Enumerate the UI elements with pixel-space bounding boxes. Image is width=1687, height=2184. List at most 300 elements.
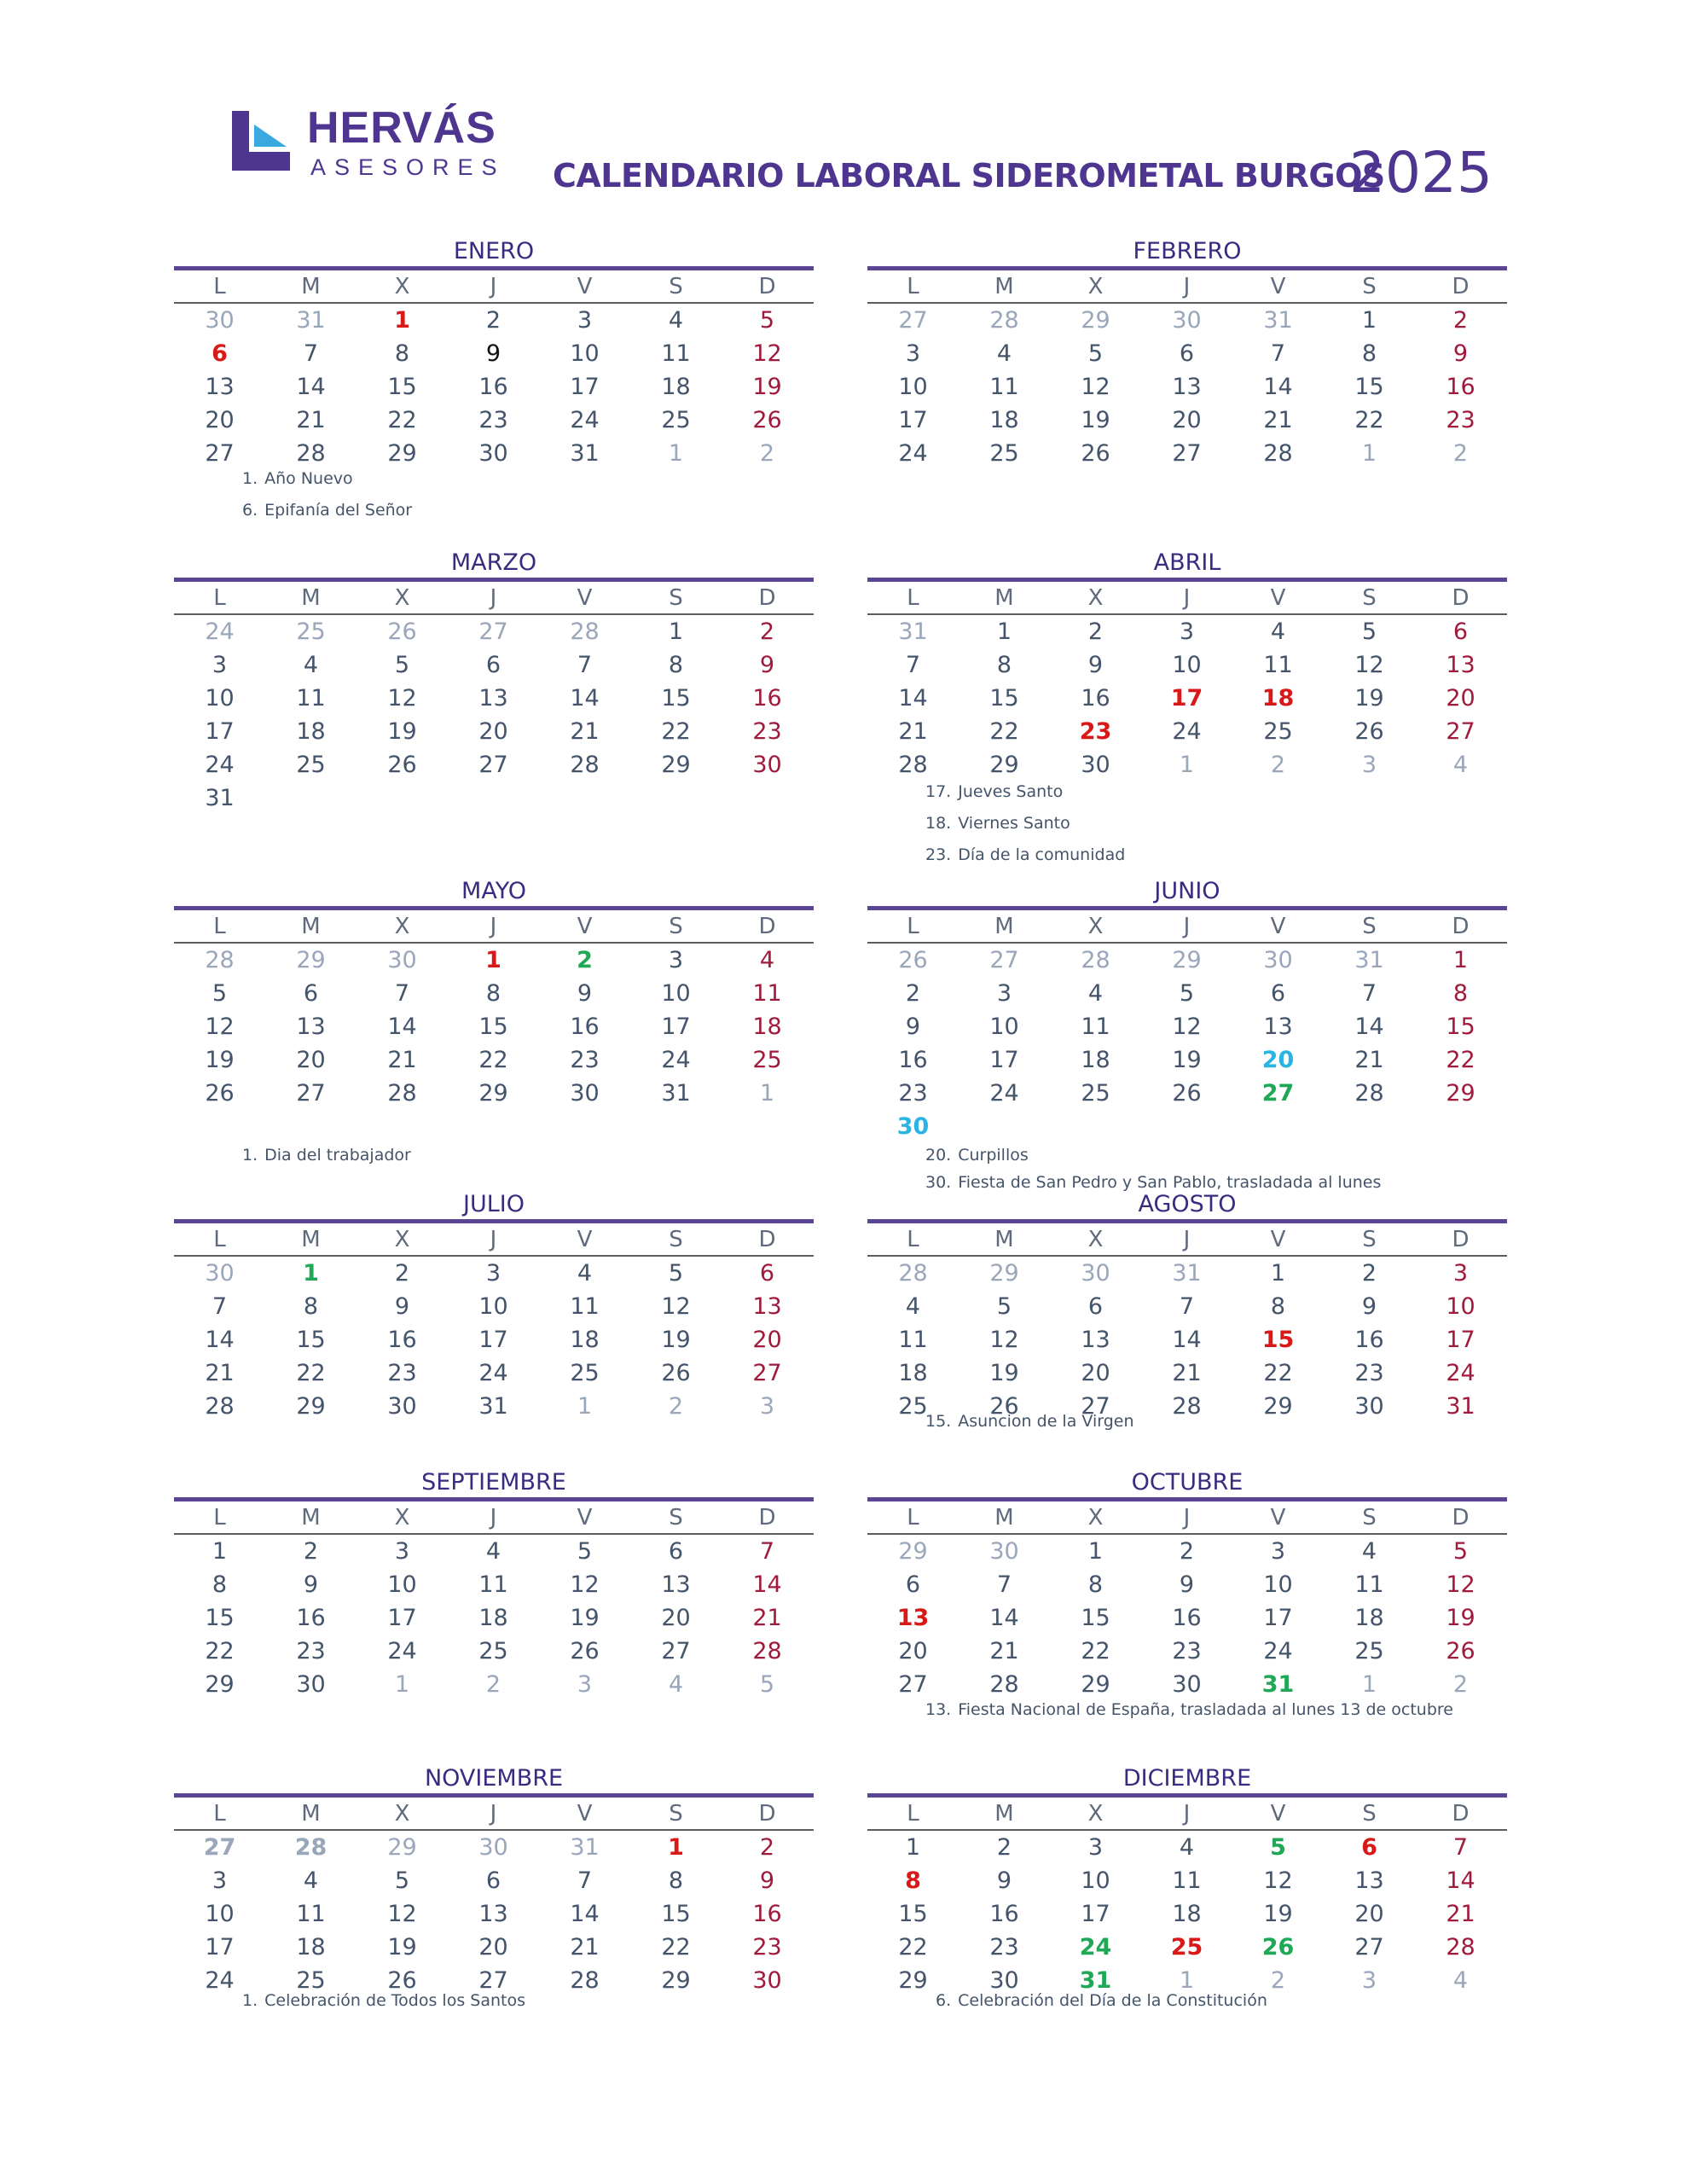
day-cell: 18 xyxy=(1081,1047,1110,1073)
day-cell: 4 xyxy=(668,307,684,334)
day-cell: 25 xyxy=(1081,1080,1110,1107)
day-cell: 4 xyxy=(1087,980,1104,1007)
day-cell: 2 xyxy=(1087,619,1104,645)
day-cell: 31 xyxy=(1446,1393,1475,1420)
day-cell: 25 xyxy=(989,440,1019,467)
day-cell: 28 xyxy=(898,752,928,778)
day-cell: 6 xyxy=(1361,1834,1377,1861)
day-cell: 29 xyxy=(989,1260,1019,1287)
day-cell: 22 xyxy=(205,1638,235,1664)
holiday-note-day: 30. xyxy=(925,1173,952,1192)
weekday-label: J xyxy=(1183,585,1191,611)
holiday-note-text: Viernes Santo xyxy=(958,814,1070,833)
day-cell: 9 xyxy=(1087,652,1104,678)
weekday-label: S xyxy=(669,585,683,611)
day-cell: 12 xyxy=(570,1571,600,1598)
day-cell: 17 xyxy=(205,718,235,745)
holiday-note-day: 23. xyxy=(925,845,952,864)
day-cell: 28 xyxy=(570,752,600,778)
day-cell: 2 xyxy=(759,440,775,467)
weekday-label: M xyxy=(994,1801,1014,1827)
day-cell: 18 xyxy=(752,1014,782,1040)
day-cell: 8 xyxy=(668,1867,684,1894)
day-cell: 6 xyxy=(759,1260,775,1287)
day-cell: 17 xyxy=(1263,1605,1293,1631)
day-cell: 26 xyxy=(1354,718,1384,745)
day-cell: 8 xyxy=(905,1867,921,1894)
day-cell: 30 xyxy=(478,1834,508,1861)
holiday-note-text: Asuncion de la Virgen xyxy=(958,1412,1134,1431)
weekday-label: M xyxy=(301,274,321,299)
day-cell: 17 xyxy=(205,1934,235,1960)
holiday-note-text: Dia del trabajador xyxy=(264,1146,411,1165)
day-cell: 28 xyxy=(570,619,600,645)
weekday-label: V xyxy=(1270,274,1286,299)
day-cell: 14 xyxy=(752,1571,782,1598)
day-cell: 3 xyxy=(996,980,1012,1007)
company-logo xyxy=(232,90,513,184)
day-cell: 31 xyxy=(1079,1967,1112,1994)
weekday-label: S xyxy=(669,274,683,299)
weekday-label: J xyxy=(490,1227,497,1252)
day-cell: 28 xyxy=(989,1671,1019,1698)
weekday-label: M xyxy=(994,1505,1014,1531)
day-cell: 3 xyxy=(1361,1967,1377,1994)
day-cell: 25 xyxy=(1170,1934,1203,1960)
day-cell: 27 xyxy=(752,1360,782,1386)
day-cell: 1 xyxy=(485,947,501,973)
day-cell: 1 xyxy=(303,1260,319,1287)
month-name: AGOSTO xyxy=(1138,1191,1237,1217)
day-cell: 14 xyxy=(1354,1014,1384,1040)
day-cell: 30 xyxy=(1081,1260,1110,1287)
day-cell: 28 xyxy=(1081,947,1110,973)
day-cell: 17 xyxy=(898,407,928,433)
weekday-label: D xyxy=(1452,274,1470,299)
day-cell: 31 xyxy=(296,307,326,334)
day-cell: 26 xyxy=(661,1360,691,1386)
day-cell: 21 xyxy=(898,718,928,745)
day-cell: 15 xyxy=(296,1327,326,1353)
month-name: MARZO xyxy=(450,549,537,576)
day-cell: 30 xyxy=(1081,752,1110,778)
day-cell: 29 xyxy=(989,752,1019,778)
day-cell: 16 xyxy=(478,374,508,400)
day-cell: 24 xyxy=(205,752,235,778)
day-cell: 15 xyxy=(661,685,691,712)
day-cell: 15 xyxy=(387,374,417,400)
day-cell: 21 xyxy=(1172,1360,1202,1386)
day-cell: 23 xyxy=(1446,407,1475,433)
holiday-note-day: 17. xyxy=(925,782,952,801)
weekday-label: L xyxy=(213,1505,226,1531)
day-cell: 24 xyxy=(1079,1934,1112,1960)
day-cell: 13 xyxy=(1263,1014,1293,1040)
day-cell: 24 xyxy=(898,440,928,467)
day-cell: 27 xyxy=(478,619,508,645)
holiday-note-day: 6. xyxy=(242,501,258,520)
day-cell: 24 xyxy=(989,1080,1019,1107)
day-cell: 31 xyxy=(478,1393,508,1420)
day-cell: 16 xyxy=(752,1901,782,1927)
day-cell: 10 xyxy=(478,1293,508,1320)
day-cell: 22 xyxy=(1263,1360,1293,1386)
day-cell: 12 xyxy=(989,1327,1019,1353)
day-cell: 13 xyxy=(752,1293,782,1320)
day-cell: 6 xyxy=(1179,340,1195,367)
day-cell: 21 xyxy=(989,1638,1019,1664)
day-cell: 17 xyxy=(989,1047,1019,1073)
day-cell: 26 xyxy=(570,1638,600,1664)
month-name: JUNIO xyxy=(1154,878,1220,904)
weekday-label: X xyxy=(394,1227,410,1252)
day-cell: 27 xyxy=(296,1080,326,1107)
weekday-label: M xyxy=(994,274,1014,299)
day-cell: 20 xyxy=(296,1047,326,1073)
day-cell: 12 xyxy=(1263,1867,1293,1894)
weekday-label: J xyxy=(490,1801,497,1827)
weekday-label: M xyxy=(301,585,321,611)
day-cell: 21 xyxy=(1263,407,1293,433)
day-cell: 10 xyxy=(661,980,691,1007)
day-cell: 19 xyxy=(205,1047,235,1073)
day-cell: 2 xyxy=(1361,1260,1377,1287)
weekday-label: X xyxy=(394,1505,410,1531)
day-cell: 1 xyxy=(1179,1967,1195,1994)
day-cell: 29 xyxy=(661,752,691,778)
day-cell: 15 xyxy=(205,1605,235,1631)
weekday-header-row xyxy=(174,1502,814,1535)
day-cell: 17 xyxy=(1081,1901,1110,1927)
day-cell: 26 xyxy=(1261,1934,1295,1960)
weekday-label: V xyxy=(1270,1227,1286,1252)
holiday-note xyxy=(925,1699,1453,1721)
day-cell: 9 xyxy=(394,1293,410,1320)
day-cell: 12 xyxy=(1081,374,1110,400)
weekday-label: L xyxy=(907,585,919,611)
weekday-label: X xyxy=(1087,274,1104,299)
month-name: MAYO xyxy=(461,878,526,904)
month-name: ABRIL xyxy=(1153,549,1221,576)
month-octubre xyxy=(867,1468,1507,1741)
day-cell: 6 xyxy=(1452,619,1469,645)
day-cell: 4 xyxy=(905,1293,921,1320)
weekday-header-row xyxy=(867,271,1507,304)
day-cell: 17 xyxy=(387,1605,417,1631)
day-cell: 18 xyxy=(296,1934,326,1960)
day-cell: 26 xyxy=(752,407,782,433)
day-cell: 12 xyxy=(1446,1571,1475,1598)
day-cell: 6 xyxy=(212,340,228,367)
day-cell: 24 xyxy=(1446,1360,1475,1386)
day-cell: 5 xyxy=(1179,980,1195,1007)
day-cell: 23 xyxy=(387,1360,417,1386)
holiday-note xyxy=(242,499,412,521)
day-cell: 3 xyxy=(1179,619,1195,645)
weekday-header-row xyxy=(867,1224,1507,1257)
day-cell: 27 xyxy=(1081,1393,1110,1420)
holiday-note-day: 1. xyxy=(242,469,258,488)
day-cell: 8 xyxy=(1270,1293,1286,1320)
day-cell: 1 xyxy=(394,307,410,334)
day-cell: 7 xyxy=(759,1538,775,1565)
weekday-label: V xyxy=(1270,585,1286,611)
day-cell: 22 xyxy=(1081,1638,1110,1664)
day-cell: 7 xyxy=(1179,1293,1195,1320)
day-cell: 12 xyxy=(661,1293,691,1320)
day-cell: 30 xyxy=(989,1967,1019,1994)
day-cell: 11 xyxy=(1081,1014,1110,1040)
day-cell: 8 xyxy=(1361,340,1377,367)
month-header-bar xyxy=(867,1497,1507,1502)
day-cell: 1 xyxy=(577,1393,593,1420)
day-cell: 10 xyxy=(898,374,928,400)
holiday-note xyxy=(936,1989,1267,2012)
day-cell: 2 xyxy=(485,307,501,334)
day-cell: 14 xyxy=(387,1014,417,1040)
day-cell: 25 xyxy=(296,752,326,778)
weekday-label: S xyxy=(1362,1505,1377,1531)
day-cell: 29 xyxy=(1263,1393,1293,1420)
day-cell: 19 xyxy=(1172,1047,1202,1073)
day-cell: 2 xyxy=(1270,1967,1286,1994)
day-cell: 27 xyxy=(1446,718,1475,745)
day-cell: 12 xyxy=(387,685,417,712)
day-cell: 5 xyxy=(394,652,410,678)
day-cell: 28 xyxy=(1354,1080,1384,1107)
day-cell: 24 xyxy=(205,619,235,645)
day-cell: 19 xyxy=(1354,685,1384,712)
weekday-label: L xyxy=(213,1801,226,1827)
day-cell: 1 xyxy=(1452,947,1469,973)
day-cell: 30 xyxy=(896,1113,930,1140)
day-cell: 24 xyxy=(570,407,600,433)
day-cell: 27 xyxy=(478,1967,508,1994)
logo-name: HERVÁS xyxy=(307,103,496,153)
day-cell: 14 xyxy=(1263,374,1293,400)
month-header-bar xyxy=(174,906,814,910)
weekday-label: J xyxy=(1183,274,1191,299)
day-cell: 4 xyxy=(1452,752,1469,778)
day-cell: 8 xyxy=(1452,980,1469,1007)
day-cell: 19 xyxy=(387,1934,417,1960)
weekday-label: D xyxy=(1452,914,1470,939)
day-cell: 10 xyxy=(1081,1867,1110,1894)
holiday-note-text: Celebración de Todos los Santos xyxy=(264,1991,525,2010)
holiday-note-day: 1. xyxy=(242,1991,258,2010)
day-cell: 25 xyxy=(478,1638,508,1664)
month-name: OCTUBRE xyxy=(1131,1469,1244,1496)
day-cell: 10 xyxy=(1172,652,1202,678)
day-cell: 30 xyxy=(570,1080,600,1107)
day-cell: 5 xyxy=(394,1867,410,1894)
day-cell: 11 xyxy=(1172,1867,1202,1894)
day-cell: 4 xyxy=(485,1538,501,1565)
day-cell: 2 xyxy=(1452,440,1469,467)
day-cell: 5 xyxy=(212,980,228,1007)
holiday-note-text: Curpillos xyxy=(958,1146,1029,1165)
day-cell: 25 xyxy=(296,619,326,645)
day-cell: 22 xyxy=(1354,407,1384,433)
day-cell: 6 xyxy=(668,1538,684,1565)
day-cell: 5 xyxy=(1452,1538,1469,1565)
day-cell: 11 xyxy=(1354,1571,1384,1598)
day-cell: 19 xyxy=(387,718,417,745)
day-cell: 20 xyxy=(661,1605,691,1631)
day-cell: 14 xyxy=(1172,1327,1202,1353)
holiday-note-day: 6. xyxy=(936,1991,952,2010)
day-cell: 7 xyxy=(577,652,593,678)
month-header-bar xyxy=(867,266,1507,270)
day-cell: 10 xyxy=(387,1571,417,1598)
weekday-label: D xyxy=(1452,1505,1470,1531)
day-cell: 1 xyxy=(394,1671,410,1698)
weekday-label: V xyxy=(577,1505,593,1531)
day-cell: 24 xyxy=(1172,718,1202,745)
day-cell: 21 xyxy=(387,1047,417,1073)
day-cell: 11 xyxy=(1263,652,1293,678)
day-cell: 16 xyxy=(1081,685,1110,712)
day-cell: 3 xyxy=(577,1671,593,1698)
weekday-label: J xyxy=(1183,1227,1191,1252)
weekday-label: X xyxy=(394,274,410,299)
day-cell: 31 xyxy=(1263,307,1293,334)
day-cell: 17 xyxy=(570,374,600,400)
day-cell: 25 xyxy=(570,1360,600,1386)
holiday-note-day: 18. xyxy=(925,814,952,833)
day-cell: 12 xyxy=(205,1014,235,1040)
day-cell: 20 xyxy=(1081,1360,1110,1386)
day-cell: 16 xyxy=(1354,1327,1384,1353)
day-cell: 16 xyxy=(570,1014,600,1040)
day-cell: 23 xyxy=(296,1638,326,1664)
month-noviembre xyxy=(174,1764,814,2037)
day-cell: 23 xyxy=(898,1080,928,1107)
weekday-label: V xyxy=(577,274,593,299)
day-cell: 29 xyxy=(296,1393,326,1420)
month-header-bar xyxy=(174,1793,814,1798)
month-diciembre xyxy=(867,1764,1507,2037)
day-cell: 5 xyxy=(1361,619,1377,645)
day-cell: 15 xyxy=(1081,1605,1110,1631)
month-header-bar xyxy=(174,1497,814,1502)
weekday-label: L xyxy=(907,914,919,939)
weekday-label: S xyxy=(1362,585,1377,611)
logo-subtitle: ASESORES xyxy=(310,154,506,180)
month-febrero xyxy=(867,237,1507,510)
day-cell: 27 xyxy=(1172,440,1202,467)
day-cell: 13 xyxy=(1446,652,1475,678)
day-cell: 30 xyxy=(387,947,417,973)
day-cell: 23 xyxy=(989,1934,1019,1960)
day-cell: 1 xyxy=(1179,752,1195,778)
weekday-label: X xyxy=(1087,914,1104,939)
day-cell: 3 xyxy=(759,1393,775,1420)
day-cell: 14 xyxy=(570,685,600,712)
day-cell: 28 xyxy=(205,1393,235,1420)
day-cell: 27 xyxy=(1261,1080,1295,1107)
day-cell: 2 xyxy=(1452,307,1469,334)
day-cell: 2 xyxy=(1270,752,1286,778)
month-header-bar xyxy=(867,1219,1507,1223)
day-cell: 24 xyxy=(661,1047,691,1073)
day-cell: 4 xyxy=(1452,1967,1469,1994)
day-cell: 30 xyxy=(1172,1671,1202,1698)
day-cell: 5 xyxy=(668,1260,684,1287)
day-cell: 5 xyxy=(996,1293,1012,1320)
day-cell: 15 xyxy=(898,1901,928,1927)
day-cell: 1 xyxy=(1361,307,1377,334)
day-cell: 9 xyxy=(485,340,501,367)
day-cell: 26 xyxy=(387,752,417,778)
day-cell: 8 xyxy=(485,980,501,1007)
month-header-bar xyxy=(174,578,814,582)
day-cell: 4 xyxy=(1361,1538,1377,1565)
holiday-note xyxy=(925,1144,1029,1166)
day-cell: 21 xyxy=(1354,1047,1384,1073)
day-cell: 28 xyxy=(1172,1393,1202,1420)
day-cell: 5 xyxy=(759,307,775,334)
day-cell: 8 xyxy=(212,1571,228,1598)
day-cell: 28 xyxy=(387,1080,417,1107)
weekday-label: V xyxy=(1270,1505,1286,1531)
day-cell: 7 xyxy=(1270,340,1286,367)
day-cell: 30 xyxy=(989,1538,1019,1565)
day-cell: 3 xyxy=(668,947,684,973)
day-cell: 2 xyxy=(303,1538,319,1565)
day-cell: 7 xyxy=(212,1293,228,1320)
day-cell: 7 xyxy=(1452,1834,1469,1861)
day-cell: 1 xyxy=(1270,1260,1286,1287)
day-cell: 1 xyxy=(212,1538,228,1565)
page-title: CALENDARIO LABORAL SIDEROMETAL BURGOS xyxy=(553,157,1385,195)
day-cell: 11 xyxy=(296,1901,326,1927)
day-cell: 25 xyxy=(1354,1638,1384,1664)
day-cell: 2 xyxy=(759,619,775,645)
day-cell: 14 xyxy=(205,1327,235,1353)
day-cell: 23 xyxy=(752,718,782,745)
weekday-label: M xyxy=(301,914,321,939)
day-cell: 14 xyxy=(898,685,928,712)
weekday-label: J xyxy=(490,1505,497,1531)
day-cell: 30 xyxy=(296,1671,326,1698)
day-cell: 2 xyxy=(759,1834,775,1861)
month-header-bar xyxy=(867,578,1507,582)
day-cell: 14 xyxy=(570,1901,600,1927)
day-cell: 16 xyxy=(1172,1605,1202,1631)
weekday-label: X xyxy=(394,1801,410,1827)
day-cell: 17 xyxy=(1446,1327,1475,1353)
day-cell: 27 xyxy=(203,1834,236,1861)
day-cell: 26 xyxy=(1446,1638,1475,1664)
day-cell: 2 xyxy=(485,1671,501,1698)
month-header-bar xyxy=(867,906,1507,910)
day-cell: 12 xyxy=(752,340,782,367)
day-cell: 2 xyxy=(1452,1671,1469,1698)
weekday-label: V xyxy=(577,585,593,611)
weekday-label: J xyxy=(490,914,497,939)
day-cell: 27 xyxy=(989,947,1019,973)
day-cell: 26 xyxy=(387,1967,417,1994)
day-cell: 7 xyxy=(303,340,319,367)
day-cell: 6 xyxy=(1087,1293,1104,1320)
day-cell: 19 xyxy=(752,374,782,400)
day-cell: 21 xyxy=(752,1605,782,1631)
day-cell: 1 xyxy=(759,1080,775,1107)
day-cell: 11 xyxy=(296,685,326,712)
month-name: SEPTIEMBRE xyxy=(421,1469,566,1496)
day-cell: 8 xyxy=(668,652,684,678)
